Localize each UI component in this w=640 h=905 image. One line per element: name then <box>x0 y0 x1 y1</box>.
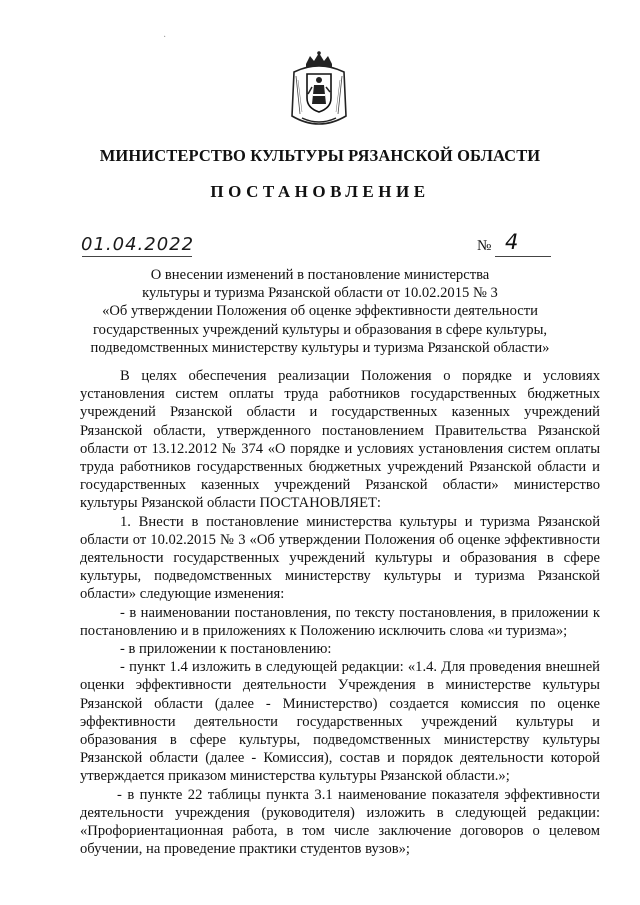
document-subject <box>60 266 580 357</box>
number-label: № <box>477 238 492 254</box>
body-paragraph: - в приложении к постановлению: <box>120 641 332 658</box>
document-date: 01.04.2022 <box>81 234 195 255</box>
body-paragraph: - пункт 1.4 изложить в следующей редакции: «1.4. Для проведения внешней оценки эффективности деятельности Учреждения в министерстве культуры Рязанской области (далее - Министерство) создается комиссия по оценке эффективности деятельности государственных учреждений культуры и образования в сфере культуры, подведомственных министерству культуры Рязанской области (далее - Комиссия), состав и порядок деятельности которой утверждается приказом министерства культуры Рязанской области.»; <box>80 659 600 785</box>
document-type-title: ПОСТАНОВЛЕНИЕ <box>210 182 430 201</box>
body-paragraph: - в наименовании постановления, по тексту постановления, в приложении к постановлению и в приложениях к Положению исключить слова «и туризма»; <box>80 604 600 639</box>
coat-of-arms-icon <box>288 50 350 130</box>
subject-line: О внесении изменений в постановление министерства <box>150 267 490 283</box>
number-underline <box>495 256 551 257</box>
body-paragraph: В целях обеспечения реализации Положения о порядке и условиях установления систем оплаты труда работников государственных бюджетных учреждений Рязанской области и государственных казенных учреждений Рязанской области, утвержденного постановлением Правительства Рязанской области от 13.12.2012 № 374 «О порядке и условиях установления систем оплаты труда работников государственных бюджетных учреждений Рязанской области и государственных казенных учреждений Рязанской области» министерство культуры Рязанской области ПОСТАНОВЛЯЕТ: <box>80 368 600 512</box>
stray-mark: · <box>163 32 167 43</box>
document-number: 4 <box>505 230 519 254</box>
ministry-name: МИНИСТЕРСТВО КУЛЬТУРЫ РЯЗАНСКОЙ ОБЛАСТИ <box>99 146 541 165</box>
subject-line: «Об утверждении Положения об оценке эффективности деятельности <box>102 303 538 320</box>
body-paragraph: 1. Внести в постановление министерства культуры и туризма Рязанской области от 10.02.2015 № 3 «Об утверждении Положения об оценке эффективности деятельности государственных учреждений культуры и образования в сфере культуры, подведомственных министерству культуры и туризма Рязанской области» следующие изменения: <box>80 513 600 603</box>
subject-line: культуры и туризма Рязанской области от 10.02.2015 № 3 <box>142 285 498 302</box>
date-underline <box>82 256 192 257</box>
subject-line: государственных учреждений культуры и образования в сфере культуры, <box>92 321 548 338</box>
subject-line: подведомственных министерству культуры и туризма Рязанской области» <box>90 339 550 356</box>
document-body <box>80 367 600 858</box>
body-paragraph: - в пункте 22 таблицы пункта 3.1 наименование показателя эффективности деятельности учреждения (руководителя) изложить в следующей редакции: «Профориентационная работа, в том числе заключение договоров о целевом обучении, на проведение практики студентов вузов»; <box>80 786 600 858</box>
